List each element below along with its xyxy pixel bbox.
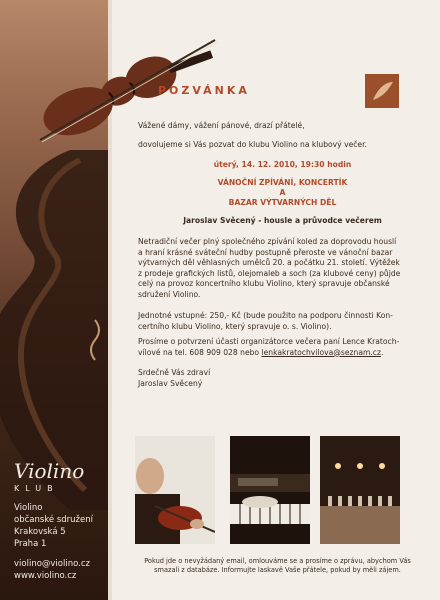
contact-email[interactable]: violino@violino.cz (14, 559, 90, 569)
violin-body-image (0, 150, 108, 510)
address-line: Violino (14, 503, 43, 513)
admission-info (138, 311, 428, 332)
contact-website[interactable]: www.violino.cz (14, 571, 77, 581)
footer-note (135, 557, 420, 575)
address-line: občanské sdružení (14, 515, 93, 525)
footer-note-line: Pokud jde o nevyžádaný email, omlouváme se a prosíme o zprávu, abychom Vás (144, 557, 411, 565)
leaf-logo-icon (365, 74, 399, 108)
rsvp-text: vílové na tel. 608 909 028 nebo (138, 347, 262, 357)
greeting: Vážené dámy, vážení pánové, drazí přátelé, (138, 121, 305, 130)
description-line: sdružení Violino. (138, 289, 201, 299)
event-title-line1: VÁNOČNÍ ZPÍVÁNÍ, KONCERTÍK (217, 178, 348, 187)
description-line: Netradiční večer plný společného zpívání koled za doprovodu houslí (138, 237, 397, 246)
club-logo (14, 460, 104, 493)
address-line: Praha 1 (14, 539, 47, 549)
address-block (14, 502, 108, 550)
admission-line: certního klubu Violino, který spravuje o. s. Violino). (138, 321, 332, 331)
description-line: celý na provoz koncertního klubu Violino, který spravuje občanské (138, 279, 390, 288)
logo-title: Violino (14, 459, 85, 483)
event-performer: Jaroslav Svěcený - housle a průvodce večerem (183, 216, 382, 225)
signature (138, 368, 428, 389)
address-line: Krakovská 5 (14, 527, 66, 537)
event-datetime: úterý, 14. 12. 2010, 19:30 hodin (213, 160, 352, 169)
photo-bar (320, 436, 400, 544)
violinist-photo-image (135, 436, 215, 544)
rsvp-line (138, 348, 428, 359)
invitation-title: POZVÁNKA (158, 84, 250, 97)
admission-line: Jednotné vstupné: 250,- Kč (bude použito na podporu činnosti Kon- (138, 311, 393, 320)
piano-photo-image (230, 436, 310, 544)
signature-line: Jaroslav Svěcený (138, 378, 203, 388)
footer-note-line: smazali z databáze. Informujte laskavě Vaše přátele, pokud by měli zájem. (154, 566, 401, 574)
description-line: a hraní krásné sváteční hudby postupně přeroste ve vánoční bazar (138, 247, 393, 257)
description-line: výtvarných děl věhlasných umělců 20. a počátku 21. století. Výtěžek (138, 258, 400, 267)
contact-block (14, 558, 108, 582)
photo-violinist (135, 436, 215, 544)
bar-photo-image (320, 436, 400, 544)
signature-line: Srdečně Vás zdraví (138, 368, 211, 377)
event-title-line2: A (279, 188, 286, 197)
photo-piano (230, 436, 310, 544)
rsvp-info (138, 337, 428, 358)
rsvp-end: . (380, 347, 384, 357)
rsvp-email-link[interactable]: lenkakratochvilova@seznam.cz (261, 347, 381, 357)
event-description (138, 237, 428, 300)
logo-subtitle: KLUB (14, 484, 59, 493)
event-title-line3: BAZAR VÝTVARNÝCH DĚL (228, 198, 337, 207)
description-line: z prodeje grafických listů, olejomaleb a soch (za klubové ceny) půjde (138, 268, 401, 278)
rsvp-line: Prosíme o potvrzení účasti organizátorce večera paní Lence Kratoch- (138, 337, 400, 346)
intro: dovolujeme si Vás pozvat do klubu Violino na klubový večer. (138, 140, 367, 149)
